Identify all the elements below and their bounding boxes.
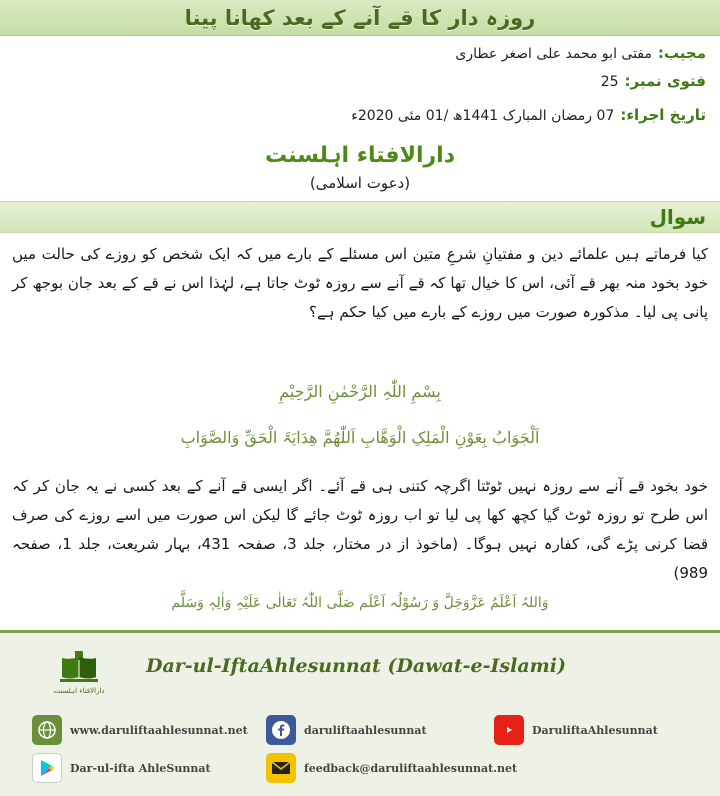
website-text: www.daruliftaahlesunnat.net	[70, 723, 248, 737]
answer-text: خود بخود قے آنے سے روزہ نہیں ٹوٹتا اگرچہ کتنی ہی قے آئے۔ اگر ایسی قے آنے کے بعد کسی نے یہ جان کر کہ اس طرح تو روزہ ٹوٹ گیا کچھ کھا پی لیا تو اب روزہ ٹوٹ جائے گا لیکن اس صورت میں اسے روزے کی صرف قضا کرنی پڑے گی، کفارہ نہیں ہوگا۔ (ماخوذ از در مختار، جلد 3، صفحہ 431، بہار شریعت، جلد 1، صفحہ 989)	[12, 477, 708, 582]
page-title: روزہ دار کا قے آنے کے بعد کھانا پینا	[184, 5, 536, 30]
email-link[interactable]	[266, 753, 517, 783]
issue-date-value: 07 رمضان المبارک 1441ھ /01 مئی 2020ء	[351, 108, 615, 124]
answer-opening: اَلْجَوَابُ بِعَوْنِ الْمَلِکِ الْوَھَّابِ اَللّٰھُمَّ ھِدَایَۃَ الْحَقِّ وَالصَّوَابِ	[180, 428, 540, 447]
globe-icon	[32, 715, 62, 745]
play-store-icon	[32, 753, 62, 783]
fatwa-number-row	[601, 72, 706, 90]
question-heading: سوال	[649, 205, 706, 229]
playstore-link[interactable]	[32, 753, 211, 783]
book-logo-icon	[59, 651, 99, 685]
question-section-bar	[0, 201, 720, 233]
fatwa-number-label: فتوی نمبر:	[624, 72, 706, 90]
issue-date-label: تاریخ اجراء:	[620, 106, 706, 124]
mujeeb-label: مجیب:	[657, 44, 706, 62]
footer	[0, 630, 720, 796]
facebook-link[interactable]	[266, 715, 427, 745]
youtube-link[interactable]	[494, 715, 658, 745]
closing-dua: وَاللہُ اَعْلَمُ عَزَّوَجَلَّ وَ رَسُوْلُہ اَعْلَم صَلَّی اللّٰہُ تَعَالٰی عَلَیْہِ وَاٰلِہٖ وَسَلَّم	[171, 595, 549, 611]
fatwa-number-value: 25	[600, 74, 619, 90]
youtube-text: DaruliftaAhlesunnat	[532, 723, 658, 737]
logo-caption: دارالافتاء اہلسنت	[53, 687, 105, 695]
bismillah: بِسْمِ اللّٰہِ الرَّحْمٰنِ الرَّحِیْمِ	[279, 382, 441, 401]
institution-name: دارالافتاء اہلسنت	[264, 143, 456, 168]
website-link[interactable]	[32, 715, 248, 745]
email-text: feedback@daruliftaahlesunnat.net	[304, 761, 518, 775]
institution-subtitle: (دعوت اسلامی)	[309, 174, 411, 192]
title-bar	[0, 0, 720, 36]
mail-icon	[266, 753, 296, 783]
footer-logo	[34, 647, 124, 699]
question-text: کیا فرماتے ہیں علمائے دین و مفتیانِ شرعِ متین اس مسئلے کے بارے میں کہ ایک شخص کو روزے کی حالت میں خود بخود منہ بھر قے آئی، اس کا خیال تھا کہ قے آنے سے روزہ ٹوٹ جاتا ہے، لہٰذا اس نے قے کے بعد جان بوجھ کر پانی پی لیا۔ مذکورہ صورت میں روزے کے بارے میں کیا حکم ہے؟	[12, 245, 708, 321]
youtube-icon	[494, 715, 524, 745]
facebook-icon	[266, 715, 296, 745]
mujeeb-value: مفتی ابو محمد علی اصغر عطاری	[455, 46, 652, 62]
playstore-text: Dar-ul-ifta AhleSunnat	[70, 761, 211, 775]
facebook-text: daruliftaahlesunnat	[304, 723, 427, 737]
footer-brand-name: Dar-ul-IftaAhlesunnat (Dawat-e-Islami)	[146, 655, 566, 677]
mujeeb-row	[455, 44, 706, 62]
issue-date-row	[351, 106, 706, 124]
